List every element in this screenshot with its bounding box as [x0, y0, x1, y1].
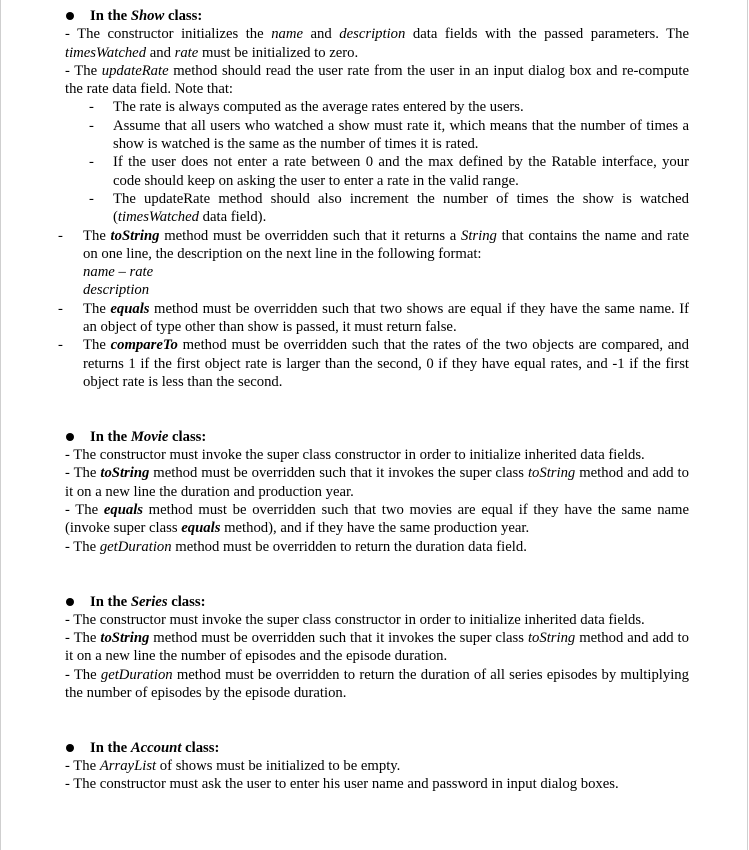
movie-constructor-paragraph: - The constructor must invoke the super class constructor in order to initialize inherited data fields.: [65, 447, 645, 464]
document-content: [58, 7, 690, 794]
series-getduration-paragraph: - The getDuration method must be overridden to return the duration of all series episodes by multiplying the number of episodes by the episode duration.: [65, 666, 689, 701]
heading-class-name: Show: [130, 8, 165, 24]
show-updaterate-paragraph: - The updateRate method should read the user rate from the user in an input dialog box and re-compute the rate data field. Note that:: [65, 62, 689, 98]
movie-class-heading: In the Movie class:: [65, 428, 689, 446]
movie-class-section: [65, 428, 689, 556]
account-class-heading: In the Account class:: [65, 739, 689, 757]
show-constructor-paragraph: - The constructor initializes the name and description data fields with the passed parameters. The timesWatched and rate must be initialized to zero.: [65, 26, 689, 61]
bullet-icon: [66, 744, 74, 752]
account-constructor-paragraph: - The constructor must ask the user to enter his user name and password in input dialog boxes.: [65, 776, 619, 793]
dash-bullet: -: [58, 337, 63, 354]
show-tostring-item: - The toString method must be overridden such that it returns a String that contains the name and rate on one line, the description on the next line in the following format:: [58, 227, 690, 262]
series-class-heading: In the Series class:: [65, 593, 689, 611]
show-class-heading: [65, 7, 689, 25]
heading-text: class:: [164, 8, 203, 24]
dash-bullet: -: [89, 117, 94, 134]
movie-getduration-paragraph: - The getDuration method must be overridden to return the duration data field.: [65, 538, 527, 555]
series-class-section: [65, 593, 689, 703]
movie-tostring-paragraph: - The toString method must be overridden such that it invokes the super class toString method and add to it on a new line the duration and production year.: [65, 465, 689, 500]
heading-text: In the: [90, 8, 131, 24]
heading-class-name: Account: [130, 739, 182, 756]
note-item: - If the user does not enter a rate between 0 and the max defined by the Ratable interface, your code should keep on asking the user to enter a rate in the valid range.: [89, 154, 689, 189]
dash-bullet: -: [58, 227, 63, 244]
spacer: [65, 556, 689, 574]
show-compareto-item: - The compareTo method must be overridden such that the rates of the two objects are compared, and returns 1 if the first object rate is larger than the second, 0 if they have equal rates, and -1 if the first object rate is less than the second.: [58, 337, 689, 390]
dash-bullet: -: [89, 99, 94, 116]
movie-equals-paragraph: - The equals method must be overridden such that two movies are equal if they have the same name (invoke super class equals method), and if they have the same production year.: [65, 502, 690, 537]
show-equals-item: - The equals method must be overridden such that two shows are equal if they have the same name. If an object of type other than show is passed, it must return false.: [58, 300, 689, 336]
account-arraylist-paragraph: - The ArrayList of shows must be initialized to be empty.: [65, 758, 401, 775]
note-item: - Assume that all users who watched a show must rate it, which means that the number of times a show is watched is the same as the number of times it is rated.: [89, 117, 689, 153]
format-line-description: description: [83, 282, 150, 299]
note-item: - The updateRate method should also increment the number of times the show is watched (timesWatched data field).: [89, 190, 689, 226]
bullet-icon: [66, 598, 74, 606]
format-line-name-rate: name – rate: [83, 264, 154, 281]
dash-bullet: -: [89, 190, 94, 207]
show-class-section: [58, 7, 690, 391]
spacer: [65, 574, 689, 592]
bullet-icon: [66, 12, 74, 20]
heading-class-name: Movie: [130, 428, 169, 445]
account-class-section: [65, 739, 689, 794]
bullet-icon: [66, 433, 74, 441]
spacer: [65, 391, 689, 409]
heading-class-name: Series: [130, 593, 168, 610]
spacer: [65, 721, 689, 739]
series-constructor-paragraph: - The constructor must invoke the super class constructor in order to initialize inherited data fields.: [65, 611, 645, 628]
note-item: - The rate is always computed as the average rates entered by the users.: [89, 99, 524, 116]
dash-bullet: -: [89, 154, 94, 171]
series-tostring-paragraph: - The toString method must be overridden such that it invokes the super class toString method and add to it on a new line the number of episodes and the episode duration.: [65, 630, 689, 665]
dash-bullet: -: [58, 300, 63, 317]
spacer: [65, 702, 689, 720]
spacer: [65, 410, 689, 428]
